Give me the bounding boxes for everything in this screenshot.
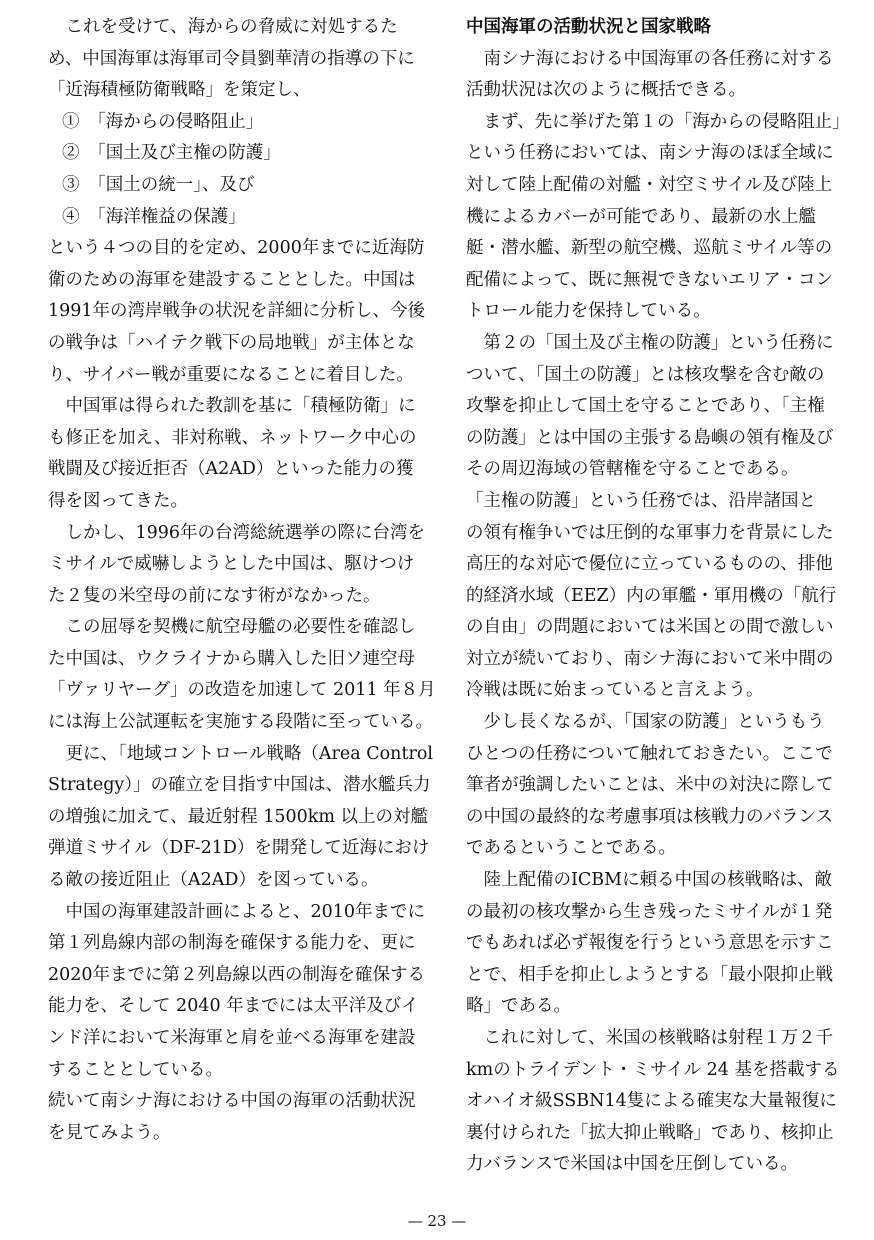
body-line: る敵の接近阻止（A2AD）を図っている。 xyxy=(48,870,379,891)
body-line: でもあれば必ず報復を行うという意思を示すこ xyxy=(466,933,834,954)
body-line: しかし、1996年の台湾総統選挙の際に台湾を xyxy=(48,522,426,543)
body-line: ひとつの任務について触れておきたい。ここで xyxy=(466,743,833,764)
body-line: 衛のための海軍を建設することとした。中国は xyxy=(48,269,416,290)
body-line: これを受けて、海からの脅威に対処するた xyxy=(48,17,398,37)
body-line: の戦争は「ハイテク戦下の局地戦」が主体とな xyxy=(48,332,415,353)
body-line: することとしている。 xyxy=(48,1059,223,1080)
body-line: 対して陸上配備の対艦・対空ミサイル及び陸上 xyxy=(466,174,833,195)
body-line: には海上公試運転を実施する段階に至っている。 xyxy=(48,712,433,733)
body-line: ンド洋において米海軍と肩を並べる海軍を建設 xyxy=(48,1028,416,1048)
body-line: 略」である。 xyxy=(466,996,571,1017)
body-line: オハイオ級SSBN14隻による確実な大量報復に xyxy=(466,1091,837,1112)
body-line: 中国軍は得られた教訓を基に「積極防衛」に xyxy=(48,396,416,417)
body-line: kmのトライデント・ミサイル 24 基を搭載する xyxy=(466,1059,840,1080)
body-line: 能力を、そして 2040 年までには太平洋及びイ xyxy=(48,996,419,1017)
body-line: 得を図ってきた。 xyxy=(48,490,188,511)
body-line: も修正を加え、非対称戦、ネットワーク中心の xyxy=(48,427,417,448)
right-column xyxy=(466,12,850,1181)
section-heading: 中国海軍の活動状況と国家戦略 xyxy=(466,17,711,37)
list-item: ② 「国土及び主権の防護」 xyxy=(62,143,281,164)
body-line: の増強に加えて、最近射程 1500km 以上の対艦 xyxy=(48,806,429,827)
body-line: の中国の最終的な考慮事項は核戦力のバランス xyxy=(466,806,833,827)
left-column xyxy=(48,12,436,1149)
body-line: 陸上配備のICBMに頼る中国の核戦略は、敵 xyxy=(466,870,833,891)
body-line: ついて、「国土の防護」とは核攻撃を含む敵の xyxy=(466,364,825,385)
body-line: 1991年の湾岸戦争の状況を詳細に分析し、今後 xyxy=(48,301,426,322)
body-line: とで、相手を抑止しようとする「最小限抑止戦 xyxy=(466,964,834,985)
body-line: 艇・潜水艦、新型の航空機、巡航ミサイル等の xyxy=(466,238,833,259)
body-line: Strategy）」の確立を目指す中国は、潜水艦兵力 xyxy=(48,775,431,796)
body-line: 中国の海軍建設計画によると、2010年までに xyxy=(48,901,426,922)
body-line: 的経済水域（EEZ）内の軍艦・軍用機の「航行 xyxy=(466,585,837,606)
page-number: — 23 — xyxy=(407,1212,467,1230)
body-line: であるということである。 xyxy=(466,838,676,859)
body-line: まず、先に挙げた第１の「海からの侵略阻止」 xyxy=(466,111,850,132)
body-line: 攻撃を抑止して国土を守ることであり、「主権 xyxy=(466,396,825,417)
body-line: ミサイルで威嚇しようとした中国は、駆けつけ xyxy=(48,554,415,575)
body-line: り、サイバー戦が重要になることに着目した。 xyxy=(48,364,414,385)
body-line: の最初の核攻撃から生き残ったミサイルが１発 xyxy=(466,901,833,922)
body-line: を見てみよう。 xyxy=(48,1122,171,1143)
body-line: 配備によって、既に無視できないエリア・コン xyxy=(466,269,834,290)
body-line: 高圧的な対応で優位に立っているものの、排他 xyxy=(466,554,833,575)
body-line: これに対して、米国の核戦略は射程１万２千 xyxy=(466,1028,834,1048)
body-line: トロール能力を保持している。 xyxy=(466,301,711,322)
body-line: 「主権の防護」という任務では、沿岸諸国と xyxy=(466,490,816,511)
body-line: の領有権争いでは圧倒的な軍事力を背景にした xyxy=(466,522,834,543)
body-line: 冷戦は既に始まっていると言えよう。 xyxy=(466,680,764,701)
body-line: 力バランスで米国は中国を圧倒している。 xyxy=(466,1154,798,1175)
body-line: 活動状況は次のように概括できる。 xyxy=(466,80,746,101)
body-line: 少し長くなるが、「国家の防護」というもう xyxy=(466,712,825,733)
body-line: 第１列島線内部の制海を確保する能力を、更に xyxy=(48,933,416,954)
body-line: 筆者が強調したいことは、米中の対決に際して xyxy=(466,775,834,796)
body-line: め、中国海軍は海軍司令員劉華清の指導の下に xyxy=(48,48,415,69)
list-item: ① 「海からの侵略阻止」 xyxy=(62,111,264,132)
body-line: 弾道ミサイル（DF-21D）を開発して近海におけ xyxy=(48,838,430,859)
list-item: ④ 「海洋権益の保護」 xyxy=(62,206,246,227)
body-line: 対立が続いており、南シナ海において米中間の xyxy=(466,648,834,669)
body-line: 第２の「国土及び主権の防護」という任務に xyxy=(466,332,834,353)
body-line: た中国は、ウクライナから購入した旧ソ連空母 xyxy=(48,648,415,669)
list-item: ③ 「国土の統一」、及び xyxy=(62,174,255,195)
body-line: 更に、「地域コントロール戦略（Area Control xyxy=(48,743,433,764)
body-line: 機によるカバーが可能であり、最新の水上艦 xyxy=(466,206,816,227)
body-line: の防護」とは中国の主張する島嶼の領有権及び xyxy=(466,427,834,448)
body-line: 続いて南シナ海における中国の海軍の活動状況 xyxy=(48,1091,416,1112)
body-line: 戦闘及び接近拒否（A2AD）といった能力の獲 xyxy=(48,459,414,480)
body-line: その周辺海域の管轄権を守ることである。 xyxy=(466,459,799,480)
body-line: という４つの目的を定め、2000年までに近海防 xyxy=(48,238,425,259)
body-line: 「ヴァリヤーグ」の改造を加速して 2011 年８月 xyxy=(48,680,436,701)
body-line: 裏付けられた「拡大抑止戦略」であり、核抑止 xyxy=(466,1122,834,1143)
body-line: という任務においては、南シナ海のほぼ全域に xyxy=(466,143,834,164)
body-line: た２隻の米空母の前になす術がなかった。 xyxy=(48,585,381,606)
body-line: の自由」の問題においては米国との間で激しい xyxy=(466,617,834,638)
body-line: この屈辱を契機に航空母艦の必要性を確認し xyxy=(48,617,416,638)
body-line: 2020年までに第２列島線以西の制海を確保する xyxy=(48,964,426,985)
body-line: 南シナ海における中国海軍の各任務に対する xyxy=(466,48,834,69)
body-line: 「近海積極防衛戦略」を策定し、 xyxy=(48,80,311,101)
